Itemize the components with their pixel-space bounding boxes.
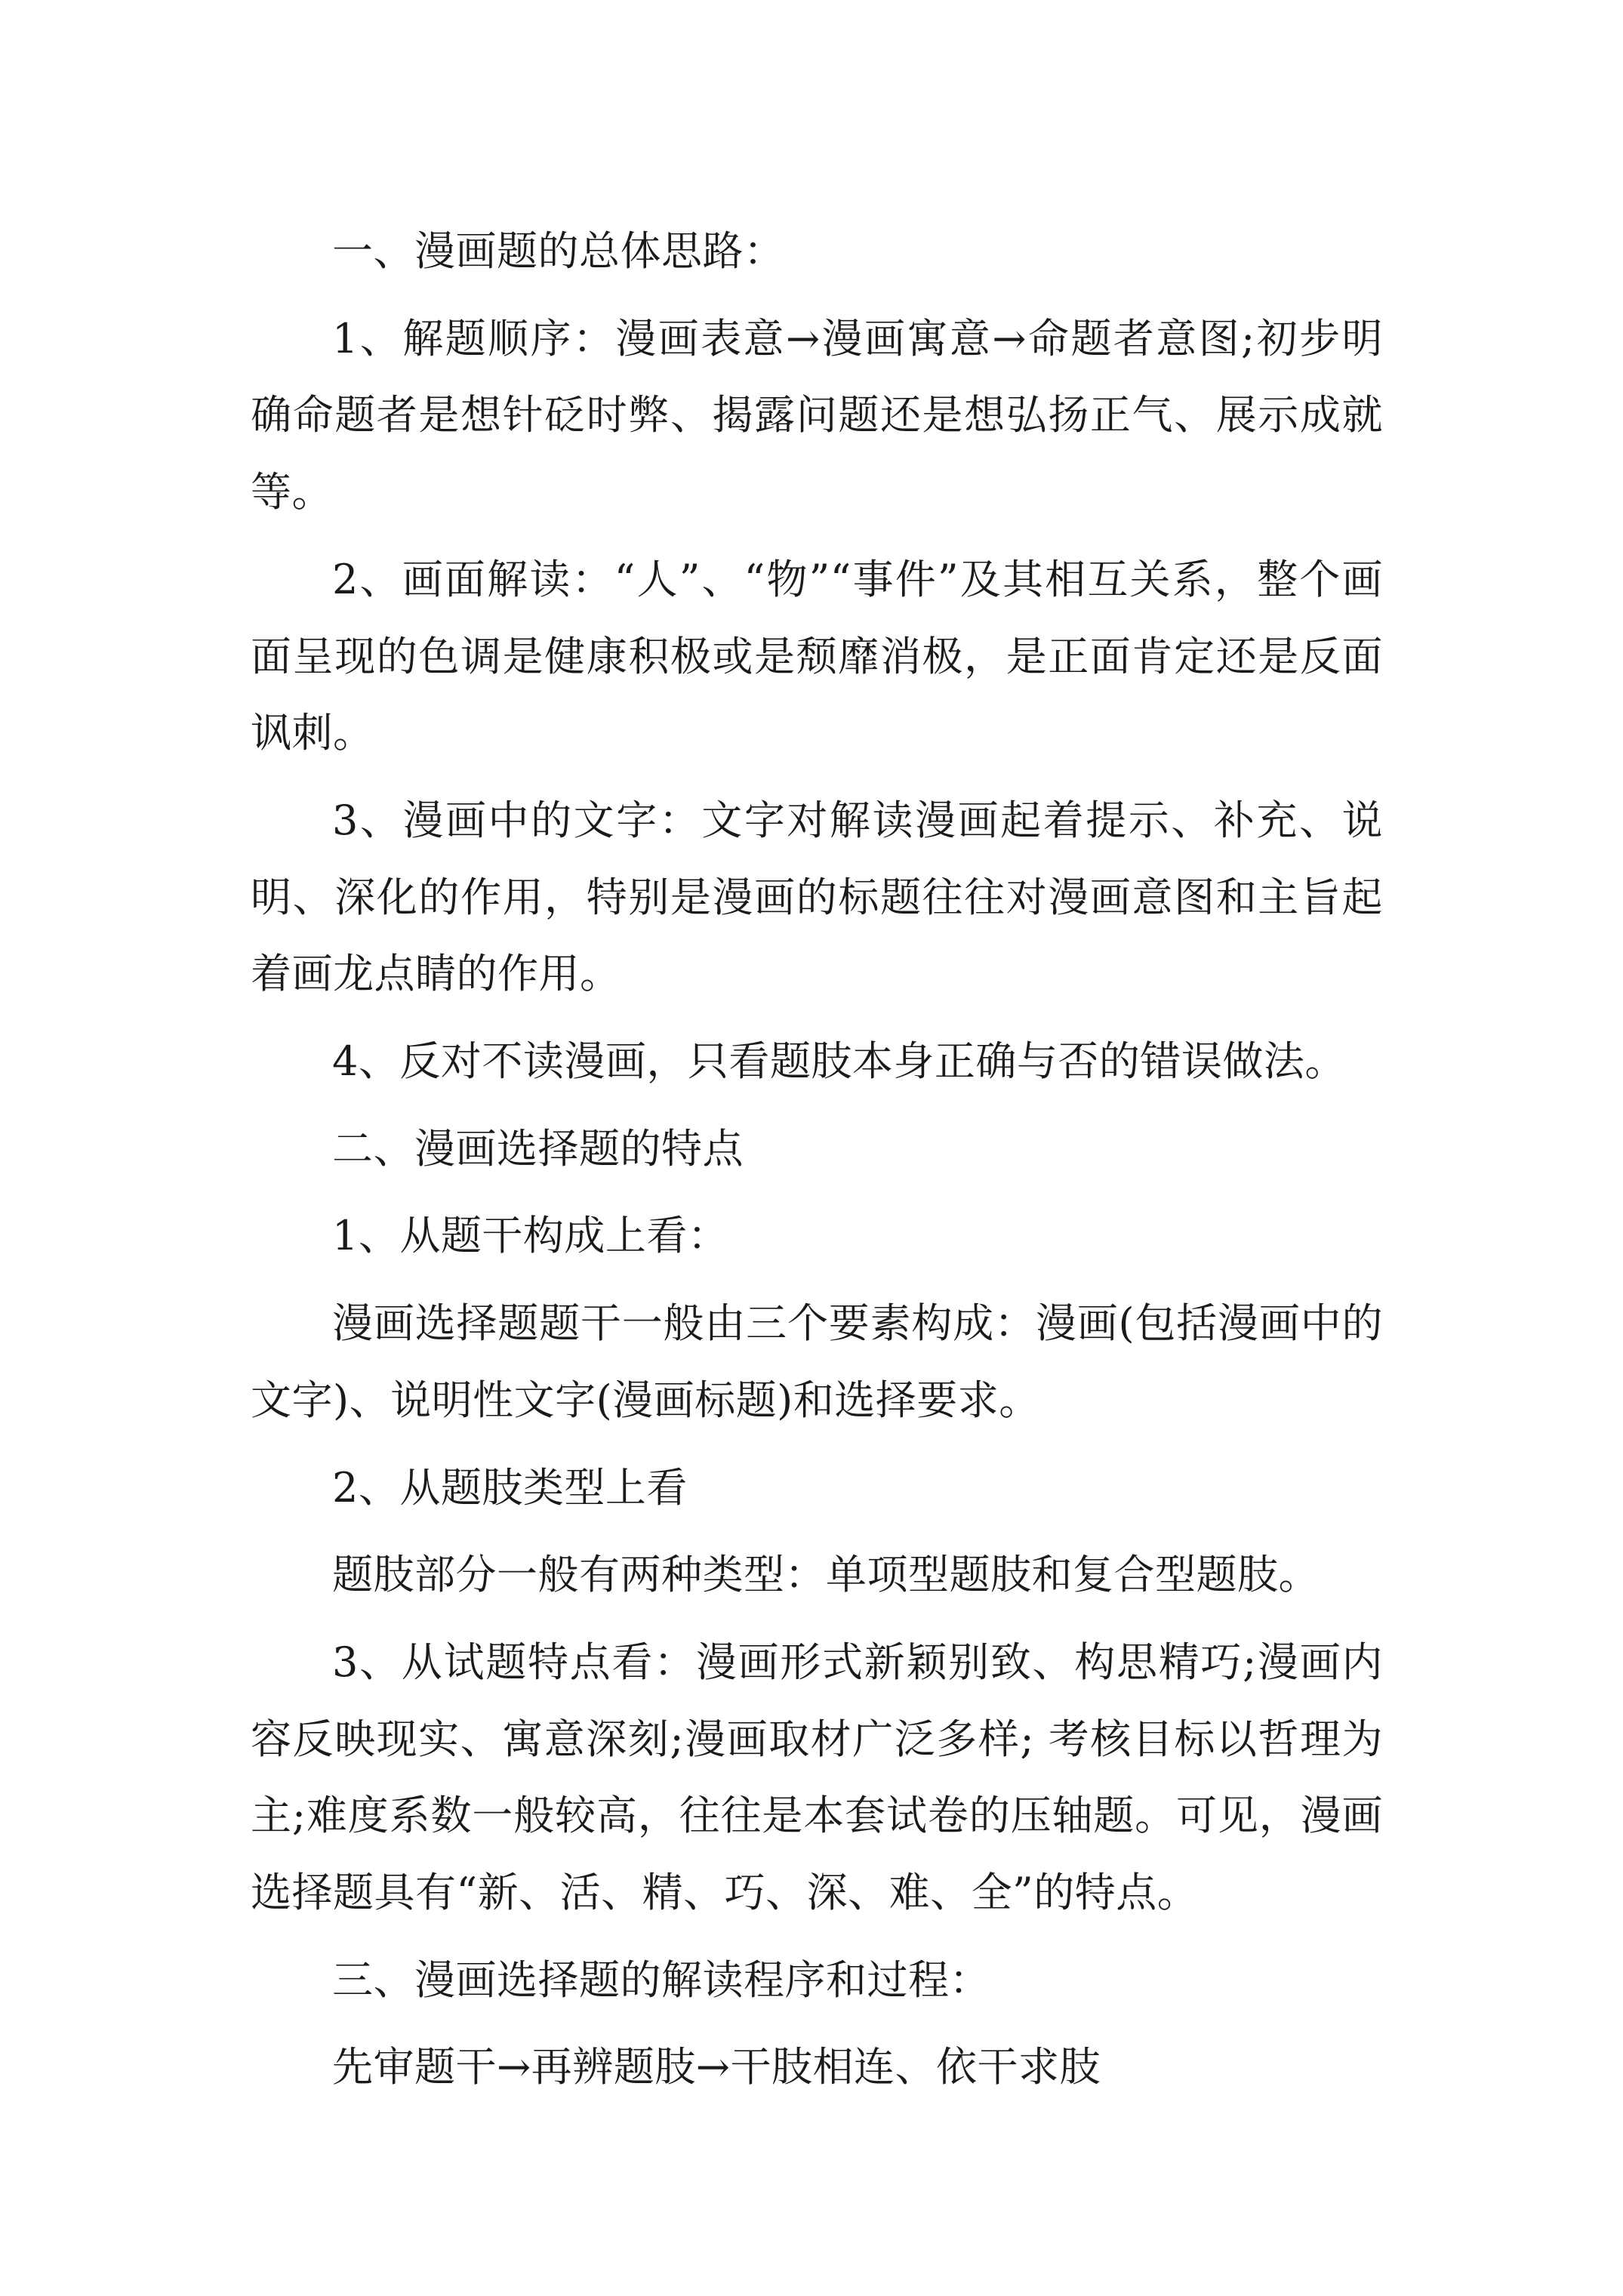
subheading-option-types: 2、从题肢类型上看 — [332, 1463, 688, 1512]
heading-features: 二、漫画选择题的特点 — [332, 1124, 744, 1173]
document-body — [251, 213, 1383, 2106]
paragraph-oppose-not-reading: 4、反对不读漫画，只看题肢本身正确与否的错误做法。 — [332, 1037, 1346, 1086]
heading-reading-procedure: 三、漫画选择题的解读程序和过程： — [332, 1955, 990, 2004]
paragraph-procedure-steps: 先审题干→再辨题肢→干肢相连、依干求肢 — [332, 2043, 1101, 2091]
paragraph-option-types: 题肢部分一般有两种类型：单项型题肢和复合型题肢。 — [332, 1551, 1320, 1599]
paragraph-solving-order: 1、解题顺序：漫画表意→漫画寓意→命题者意图;初步明确命题者是想针砭时弊、揭露问题还是想弘扬正气、展示成就等。 — [251, 314, 1383, 516]
paragraph-picture-reading: 2、画面解读：“人”、“物”“事件”及其相互关系，整个画面呈现的色调是健康积极或是颓靡消极，是正面肯定还是反面讽刺。 — [251, 555, 1383, 757]
paragraph-stem-elements: 漫画选择题题干一般由三个要素构成：漫画(包括漫画中的文字)、说明性文字(漫画标题)和选择要求。 — [251, 1299, 1383, 1424]
heading-overall-approach: 一、漫画题的总体思路： — [332, 227, 785, 275]
subheading-stem-structure: 1、从题干构成上看： — [332, 1212, 729, 1260]
paragraph-text-in-comic: 3、漫画中的文字：文字对解读漫画起着提示、补充、说明、深化的作用，特别是漫画的标题往往对漫画意图和主旨起着画龙点睛的作用。 — [251, 796, 1383, 998]
paragraph-question-features: 3、从试题特点看：漫画形式新颖别致、构思精巧;漫画内容反映现实、寓意深刻;漫画取材广泛多样; 考核目标以哲理为主;难度系数一般较高，往往是本套试卷的压轴题。可见，漫画选择题具有“新、活、精、巧、深、难、全”的特点。 — [251, 1638, 1383, 1917]
